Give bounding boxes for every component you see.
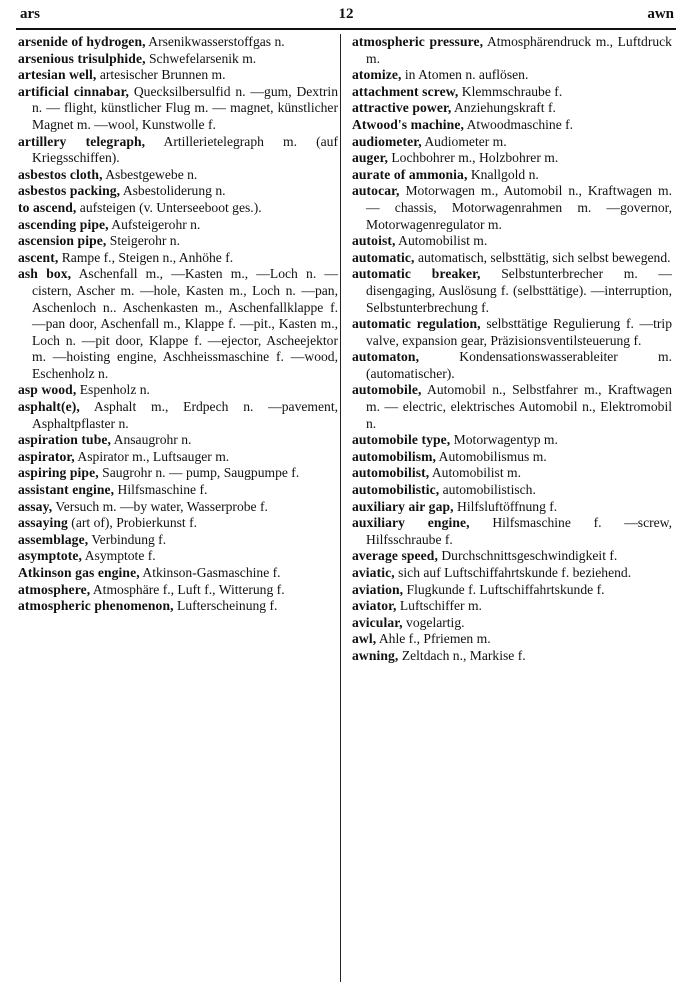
dictionary-entry bbox=[352, 648, 672, 665]
entry-definition: Asymptote f. bbox=[82, 548, 156, 564]
dictionary-entry bbox=[18, 565, 338, 582]
entry-term: aviation, bbox=[352, 581, 404, 597]
entry-definition: Asbestgewebe n. bbox=[102, 166, 198, 182]
dictionary-entry bbox=[352, 100, 672, 117]
entry-term: automobile type, bbox=[352, 432, 451, 448]
entry-term: aspiration tube, bbox=[18, 432, 111, 448]
entry-definition: Steigerohr n. bbox=[106, 233, 180, 249]
entry-definition: Anziehungskraft f. bbox=[451, 100, 556, 116]
entry-term: atomize, bbox=[352, 67, 402, 83]
entry-definition: Atwoodmaschine f. bbox=[463, 116, 574, 132]
entry-definition: Lochbohrer m., Holzbohrer m. bbox=[387, 150, 559, 166]
entry-term: avicular, bbox=[352, 614, 403, 630]
dictionary-entry bbox=[352, 548, 672, 565]
entry-term: atmosphere, bbox=[18, 581, 91, 597]
header-guide-word-left: ars bbox=[20, 6, 40, 22]
right-column bbox=[352, 34, 672, 665]
entry-term: aviatic, bbox=[352, 565, 395, 580]
entry-definition: automatisch, selbsttätig, sich selbst bewegend. bbox=[414, 249, 671, 265]
dictionary-entry bbox=[18, 34, 338, 51]
dictionary-entry bbox=[18, 465, 338, 482]
entry-definition: Arsenikwasserstoffgas n. bbox=[145, 34, 285, 49]
entry-term: aurate of ammonia, bbox=[352, 166, 468, 182]
entry-definition: Durchschnittsgeschwindigkeit f. bbox=[437, 548, 618, 564]
dictionary-entry bbox=[18, 250, 338, 267]
dictionary-entry bbox=[352, 382, 672, 432]
dictionary-entry bbox=[352, 134, 672, 151]
entry-definition: automobilistisch. bbox=[439, 482, 536, 498]
entry-definition: Rampe f., Steigen n., Anhöhe f. bbox=[58, 249, 234, 265]
entry-definition: sich auf Luftschiffahrtskunde f. beziehend. bbox=[394, 565, 632, 580]
entry-definition: Quecksilbersulfid n. —gum, Dextrin n. — flight, künstlicher Flug m. — magnet, künstlicher Magnet m. —wool, Kunstwolle f. bbox=[32, 83, 338, 132]
entry-term: autocar, bbox=[352, 183, 400, 199]
dictionary-entry bbox=[352, 582, 672, 599]
dictionary-entry bbox=[352, 233, 672, 250]
entry-definition: Hilfsluftöffnung f. bbox=[453, 498, 558, 514]
entry-term: auxiliary air gap, bbox=[352, 498, 454, 514]
entry-term: assaying bbox=[18, 515, 68, 531]
entry-term: automatic regulation, bbox=[352, 316, 481, 332]
entry-term: aspirator, bbox=[18, 448, 75, 464]
dictionary-entry bbox=[18, 382, 338, 399]
entry-definition: Ahle f., Pfriemen m. bbox=[376, 631, 491, 647]
entry-definition: Artillerietelegraph m. (auf Kriegsschiffen). bbox=[32, 133, 339, 166]
entry-definition: Lufterscheinung f. bbox=[173, 598, 278, 614]
entry-definition: Klemmschraube f. bbox=[458, 83, 563, 99]
entry-term: to ascend, bbox=[18, 199, 77, 215]
entry-definition: Atkinson-Gasmaschine f. bbox=[139, 565, 281, 580]
entry-definition: Ansaugrohr n. bbox=[111, 432, 192, 448]
entry-definition: artesischer Brunnen m. bbox=[96, 67, 226, 83]
entry-term: ascending pipe, bbox=[18, 216, 109, 232]
entry-definition: Versuch m. —by water, Wasserprobe f. bbox=[52, 498, 268, 514]
entry-term: asphalt(e), bbox=[18, 399, 80, 415]
entry-definition: Atmosphäre f., Luft f., Witterung f. bbox=[90, 581, 285, 597]
dictionary-entry bbox=[352, 465, 672, 482]
entry-term: artificial cinnabar, bbox=[18, 83, 129, 99]
entry-term: aviator, bbox=[352, 598, 397, 614]
entry-term: asymptote, bbox=[18, 548, 83, 564]
entry-definition: Espenholz n. bbox=[76, 382, 150, 398]
dictionary-entry bbox=[18, 482, 338, 499]
dictionary-entry bbox=[352, 515, 672, 548]
dictionary-entry bbox=[352, 349, 672, 382]
dictionary-entry bbox=[352, 482, 672, 499]
entry-definition: Automobilist m. bbox=[395, 233, 488, 249]
dictionary-entry bbox=[18, 582, 338, 599]
entry-term: autoist, bbox=[352, 233, 396, 249]
dictionary-entry bbox=[18, 183, 338, 200]
dictionary-entry bbox=[18, 532, 338, 549]
entry-term: Atkinson gas engine, bbox=[18, 565, 140, 580]
entry-term: automatic, bbox=[352, 249, 415, 265]
entry-definition: Zeltdach n., Markise f. bbox=[398, 647, 526, 663]
dictionary-entry bbox=[352, 250, 672, 267]
entry-definition: Asphalt m., Erdpech n. —pavement, Asphaltpflaster n. bbox=[32, 399, 338, 431]
dictionary-entry bbox=[352, 565, 672, 582]
entry-term: average speed, bbox=[352, 548, 438, 564]
dictionary-entry bbox=[18, 84, 338, 134]
entry-definition: Aufsteigerohr n. bbox=[108, 216, 201, 232]
entry-term: audiometer, bbox=[352, 133, 422, 149]
entry-term: automobilism, bbox=[352, 448, 437, 464]
entry-term: assemblage, bbox=[18, 531, 89, 547]
dictionary-entry bbox=[352, 316, 672, 349]
entry-definition: in Atomen n. auflösen. bbox=[401, 67, 529, 83]
dictionary-entry bbox=[352, 266, 672, 316]
dictionary-entry bbox=[352, 67, 672, 84]
dictionary-entry bbox=[18, 548, 338, 565]
entry-definition: (art of), Probierkunst f. bbox=[67, 515, 198, 531]
entry-definition: Schwefelarsenik m. bbox=[145, 50, 257, 66]
entry-term: auger, bbox=[352, 150, 388, 166]
dictionary-entry bbox=[18, 499, 338, 516]
dictionary-entry bbox=[352, 449, 672, 466]
entry-definition: Knallgold n. bbox=[467, 166, 539, 182]
dictionary-entry bbox=[352, 183, 672, 233]
entry-term: assay, bbox=[18, 498, 53, 514]
dictionary-entry bbox=[352, 615, 672, 632]
entry-term: atmospheric phenomenon, bbox=[18, 598, 174, 614]
entry-term: automobile, bbox=[352, 382, 422, 398]
dictionary-entry bbox=[18, 266, 338, 382]
dictionary-entry bbox=[352, 631, 672, 648]
dictionary-entry bbox=[18, 134, 338, 167]
dictionary-entry bbox=[352, 167, 672, 184]
dictionary-entry bbox=[18, 449, 338, 466]
entry-term: automaton, bbox=[352, 349, 420, 365]
entry-definition: Motorwagen m., Automobil n., Kraftwagen m. — chassis, Motorwagenrahmen m. —governor, Motorwagenregulator m. bbox=[366, 183, 672, 232]
entry-term: asp wood, bbox=[18, 382, 77, 398]
page-header bbox=[16, 6, 676, 30]
entry-definition: Flugkunde f. Luftschiffahrtskunde f. bbox=[403, 581, 605, 597]
dictionary-entry bbox=[352, 117, 672, 134]
entry-definition: vogelartig. bbox=[402, 614, 465, 630]
dictionary-entry bbox=[18, 200, 338, 217]
entry-term: awning, bbox=[352, 647, 399, 663]
entry-definition: Saugrohr n. — pump, Saugpumpe f. bbox=[98, 465, 300, 481]
header-guide-word-right: awn bbox=[647, 6, 674, 22]
entry-term: automobilistic, bbox=[352, 482, 440, 498]
entry-term: attachment screw, bbox=[352, 83, 459, 99]
entry-definition: Luftschiffer m. bbox=[396, 598, 482, 614]
dictionary-entry bbox=[18, 233, 338, 250]
dictionary-entry bbox=[18, 598, 338, 615]
entry-definition: Automobilismus m. bbox=[436, 448, 547, 464]
entry-definition: Selbstunterbrecher m. —disengaging, Auslösung f. (selbsttätige). —interruption, Selbstunterbrechung f. bbox=[366, 266, 672, 315]
entry-term: Atwood's machine, bbox=[352, 116, 464, 132]
left-column bbox=[18, 34, 338, 615]
entry-term: ascension pipe, bbox=[18, 233, 107, 249]
entry-term: artesian well, bbox=[18, 67, 97, 83]
dictionary-entry bbox=[352, 84, 672, 101]
entry-term: ash box, bbox=[18, 266, 72, 282]
dictionary-entry bbox=[18, 67, 338, 84]
dictionary-entry bbox=[18, 51, 338, 68]
entry-definition: Automobil n., Selbstfahrer m., Kraftwagen m. — electric, elektrisches Automobil n., Elektromobil n. bbox=[366, 382, 672, 431]
entry-definition: Hilfsmaschine f. —screw, Hilfsschraube f. bbox=[366, 515, 673, 547]
dictionary-entry bbox=[18, 167, 338, 184]
entry-term: arsenious trisulphide, bbox=[18, 50, 146, 66]
dictionary-entry bbox=[18, 515, 338, 532]
dictionary-entry bbox=[352, 499, 672, 516]
entry-term: aspiring pipe, bbox=[18, 465, 99, 481]
entry-term: atmospheric pressure, bbox=[352, 34, 484, 49]
entry-term: ascent, bbox=[18, 249, 59, 265]
dictionary-entry bbox=[352, 432, 672, 449]
entry-definition: Automobilist m. bbox=[429, 465, 521, 481]
page-number: 12 bbox=[338, 6, 354, 22]
entry-definition: Atmosphärendruck m., Luftdruck m. bbox=[366, 34, 672, 66]
column-divider bbox=[340, 34, 341, 982]
entry-definition: Aschenfall m., —Kasten m., —Loch n. —cistern, Ascher m. —hole, Kasten m., Loch n. —pan, Aschenloch n.. Aschenkasten m., Aschenfallklappe f. —pan door, Aschenfall m., Klappe f. —pit., Kasten m., Loch n. —pit door, Klappe f. —ejector, Ascheejektor m. —hoisting engine, Aschheissmaschine f. —wood, Eschenholz n. bbox=[32, 266, 338, 381]
entry-definition: Aspirator m., Luftsauger m. bbox=[74, 448, 230, 464]
entry-term: assistant engine, bbox=[18, 482, 115, 498]
entry-term: asbestos cloth, bbox=[18, 166, 103, 182]
entry-definition: Motorwagentyp m. bbox=[450, 432, 558, 448]
entry-term: auxiliary engine, bbox=[352, 515, 470, 531]
entry-definition: Verbindung f. bbox=[88, 531, 167, 547]
dictionary-entry bbox=[18, 432, 338, 449]
entry-definition: Kondensationswasserableiter m. (automatischer). bbox=[366, 349, 672, 381]
dictionary-entry bbox=[18, 399, 338, 432]
entry-term: automatic breaker, bbox=[352, 266, 481, 282]
entry-term: arsenide of hydrogen, bbox=[18, 34, 146, 49]
entry-term: automobilist, bbox=[352, 465, 430, 481]
entry-definition: aufsteigen (v. Unterseeboot ges.). bbox=[76, 199, 262, 215]
dictionary-entry bbox=[352, 150, 672, 167]
entry-definition: selbsttätige Regulierung f. —trip valve, expansion gear, Präzisionsventilsteuerung f. bbox=[366, 316, 672, 348]
dictionary-entry bbox=[352, 34, 672, 67]
entry-definition: Asbestoliderung n. bbox=[120, 183, 226, 199]
entry-term: artillery telegraph, bbox=[18, 133, 146, 149]
dictionary-entry bbox=[352, 598, 672, 615]
entry-term: awl, bbox=[352, 631, 377, 647]
entry-term: attractive power, bbox=[352, 100, 452, 116]
entry-term: asbestos packing, bbox=[18, 183, 121, 199]
dictionary-entry bbox=[18, 217, 338, 234]
entry-definition: Hilfsmaschine f. bbox=[114, 482, 208, 498]
entry-definition: Audiometer m. bbox=[421, 133, 507, 149]
